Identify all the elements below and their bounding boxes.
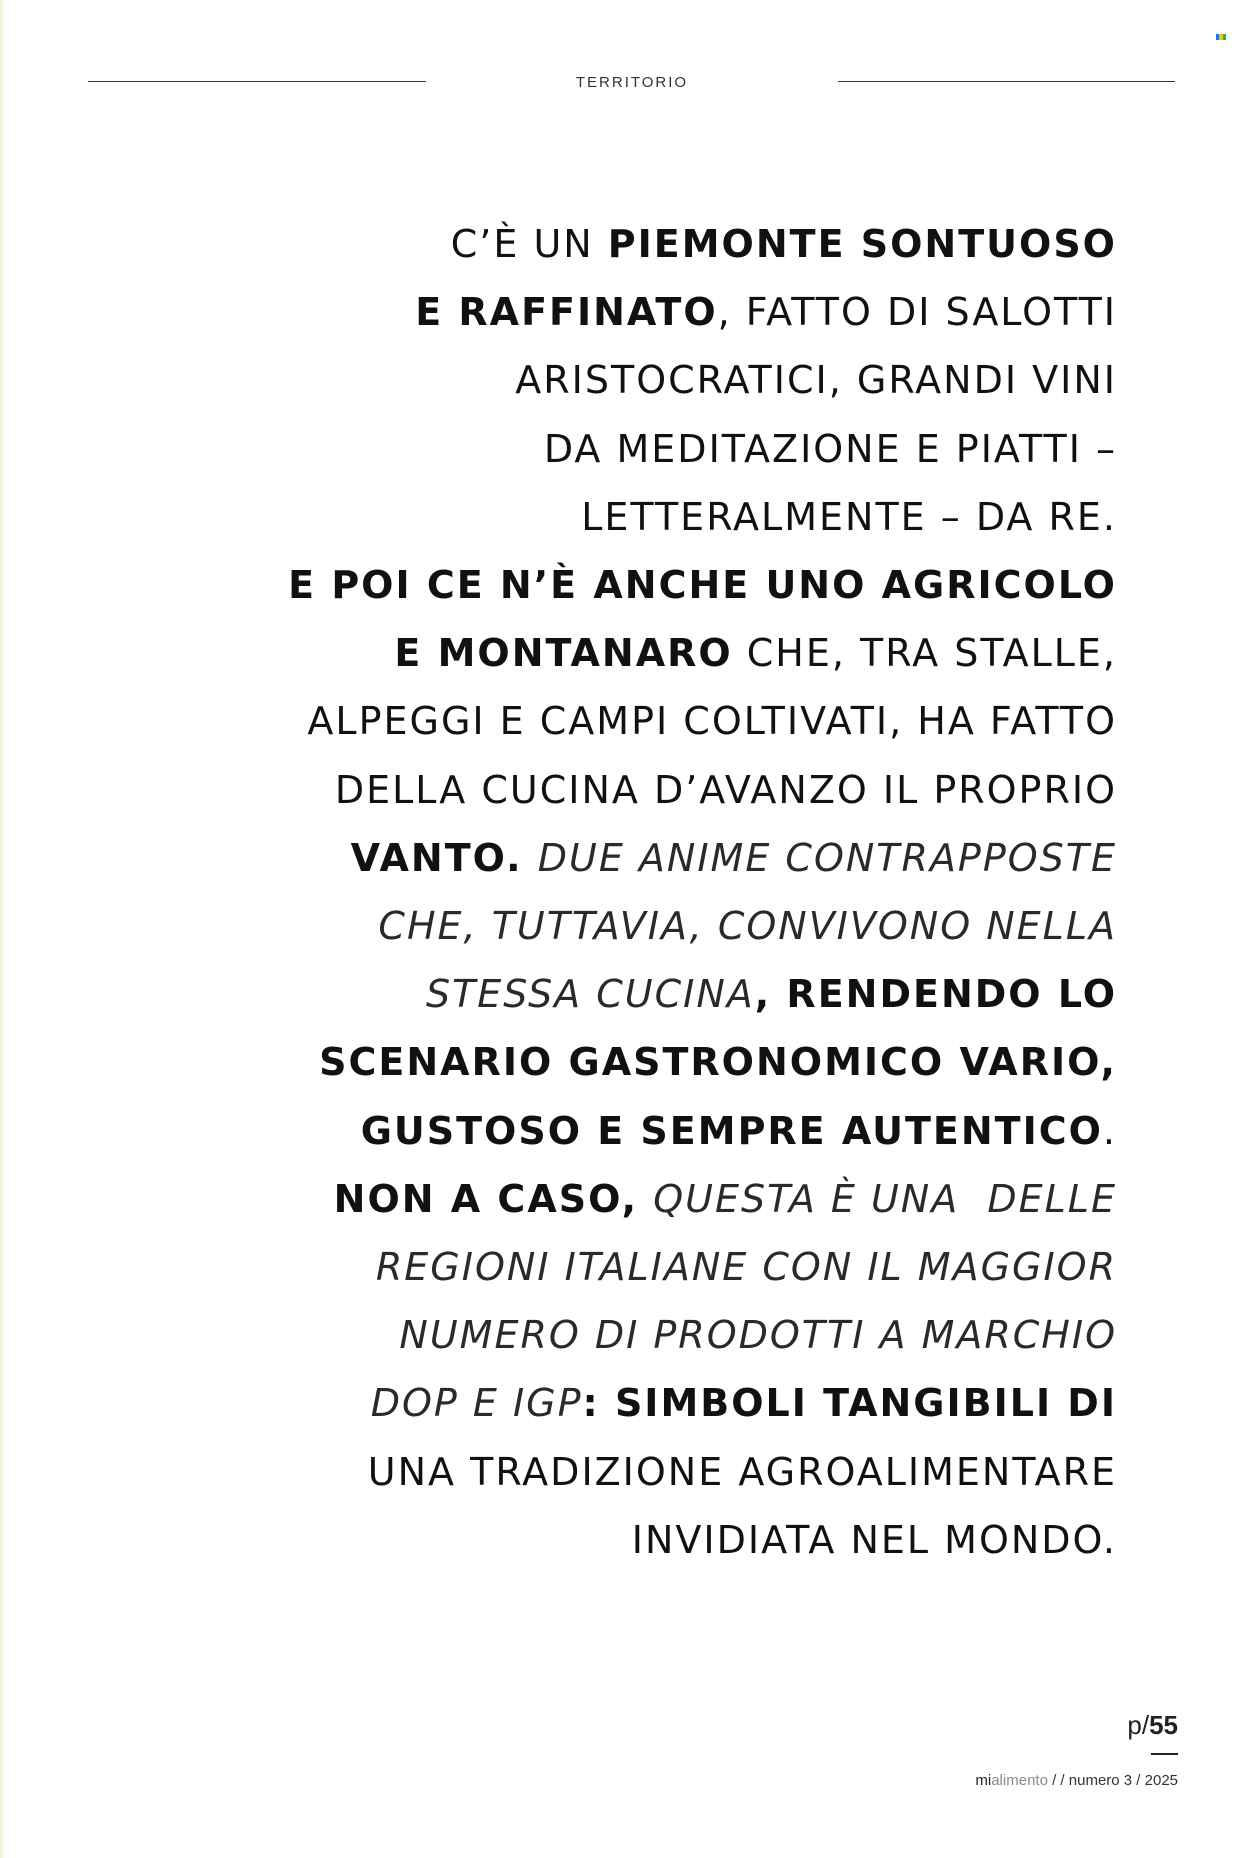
magazine-footer (975, 1772, 1178, 1789)
quote-line (217, 1301, 1117, 1369)
quote-line (217, 960, 1117, 1028)
quote-line (217, 210, 1117, 278)
quote-segment: ARISTOCRATICI, GRANDI VINI (515, 358, 1117, 403)
quote-line (217, 346, 1117, 414)
quote-line (217, 1369, 1117, 1437)
quote-segment: CHE, TUTTAVIA, CONVIVONO NELLA (378, 904, 1117, 949)
quote-line (217, 278, 1117, 346)
brand-name-alimento: alimento (991, 1772, 1048, 1789)
quote-segment: ALPEGGI E CAMPI COLTIVATI, HA FATTO (307, 699, 1117, 744)
quote-segment: E MONTANARO (394, 631, 733, 676)
quote-line (217, 687, 1117, 755)
quote-segment: CHE, TRA STALLE, (732, 631, 1117, 676)
quote-segment: E POI CE N’È ANCHE UNO AGRICOLO (288, 563, 1117, 608)
quote-line (217, 892, 1117, 960)
quote-line (217, 1506, 1117, 1574)
quote-line (217, 824, 1117, 892)
quote-line (217, 756, 1117, 824)
quote-segment: GUSTOSO E SEMPRE AUTENTICO (360, 1108, 1103, 1153)
quote-line (217, 483, 1117, 551)
section-label: TERRITORIO (575, 74, 689, 91)
page-edge-shade (0, 0, 6, 1858)
quote-line (217, 619, 1117, 687)
quote-segment: DELLA CUCINA D’AVANZO IL PROPRIO (334, 767, 1117, 812)
quote-segment: REGIONI ITALIANE CON IL MAGGIOR (375, 1245, 1117, 1290)
page-number-prefix: p/ (1127, 1710, 1150, 1740)
quote-segment: NON A CASO, (333, 1176, 654, 1221)
issue-info: / / numero 3 / 2025 (1047, 1772, 1178, 1789)
pull-quote (217, 210, 1117, 1574)
quote-line (217, 415, 1117, 483)
quote-segment: DOP E IGP (370, 1381, 583, 1426)
quote-segment: LETTERALMENTE – DA RE. (581, 494, 1117, 539)
quote-segment: , FATTO DI SALOTTI (717, 290, 1117, 335)
quote-segment: PIEMONTE SONTUOSO (607, 222, 1117, 266)
header-rule-right (838, 81, 1175, 82)
page-number-rule (1151, 1753, 1178, 1755)
quote-line (217, 551, 1117, 619)
quote-segment: STESSA CUCINA (425, 972, 755, 1017)
page-number-value: 55 (1149, 1710, 1178, 1740)
print-color-mark (1216, 34, 1226, 40)
quote-line (217, 1097, 1117, 1165)
quote-segment: NUMERO DI PRODOTTI A MARCHIO (399, 1313, 1117, 1358)
quote-segment: DUE ANIME CONTRAPPOSTE (537, 835, 1117, 880)
quote-segment: C’È UN (450, 222, 608, 266)
quote-segment: UNA TRADIZIONE AGROALIMENTARE (367, 1449, 1117, 1494)
print-color-mark-green (1223, 34, 1226, 40)
quote-segment: SCENARIO GASTRONOMICO VARIO, (319, 1040, 1117, 1085)
quote-segment: QUESTA È UNA DELLE (653, 1176, 1117, 1221)
quote-segment: INVIDIATA NEL MONDO. (631, 1517, 1117, 1562)
quote-segment: . (1102, 1108, 1117, 1153)
quote-line (217, 1233, 1117, 1301)
quote-segment: : SIMBOLI TANGIBILI DI (582, 1381, 1117, 1426)
quote-line (217, 1165, 1117, 1233)
quote-segment: , RENDENDO LO (754, 972, 1117, 1017)
brand-name-mi: mi (975, 1772, 992, 1789)
header-rule-left (88, 81, 426, 82)
quote-line (217, 1438, 1117, 1506)
page-number (1127, 1710, 1178, 1741)
quote-segment: E RAFFINATO (415, 290, 718, 335)
quote-segment: DA MEDITAZIONE E PIATTI – (543, 426, 1117, 471)
quote-segment: VANTO. (350, 835, 538, 880)
quote-line (217, 1028, 1117, 1096)
